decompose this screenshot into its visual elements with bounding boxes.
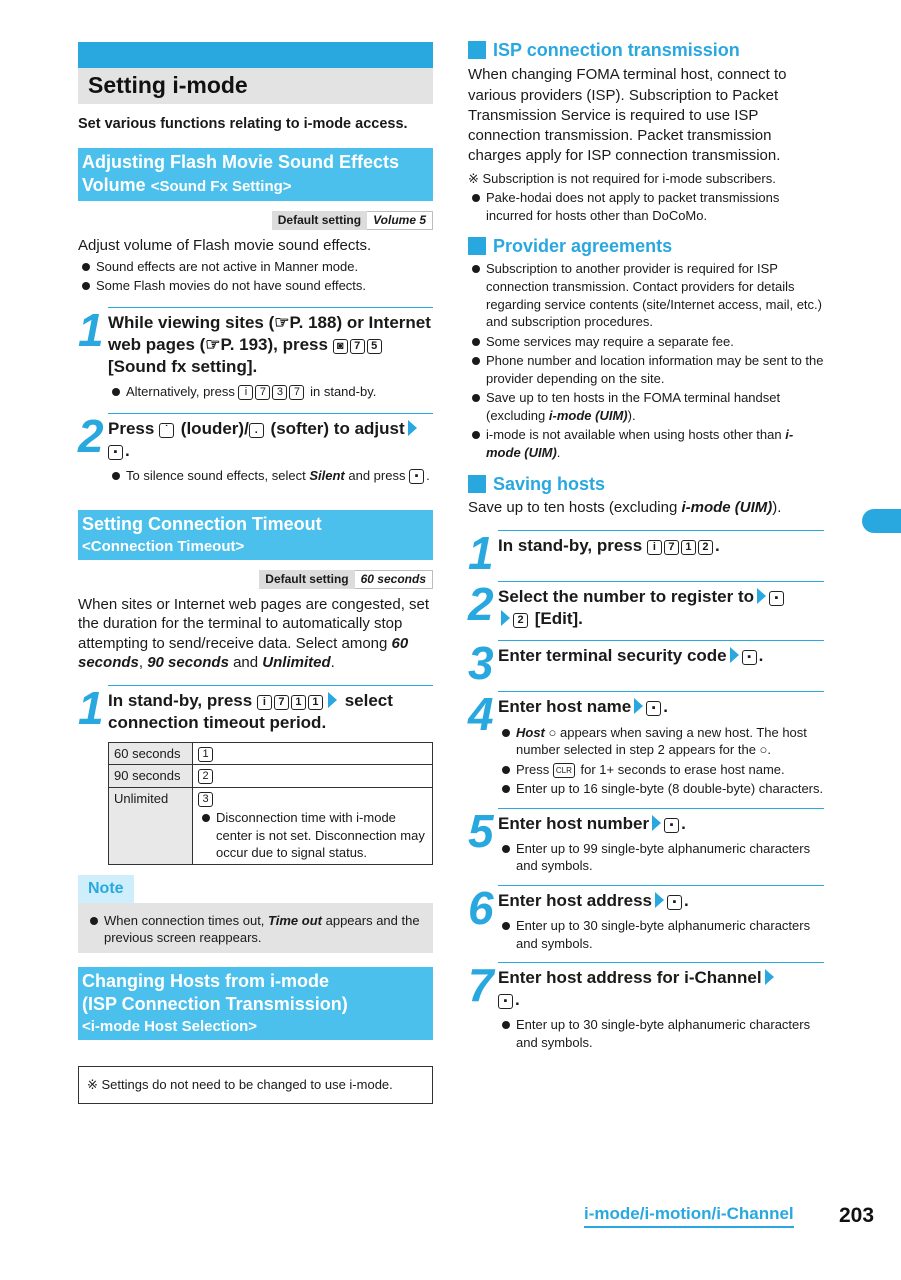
key-2: 2: [198, 769, 213, 784]
key-5: 5: [367, 339, 382, 354]
step-text: .: [714, 536, 720, 556]
provider-heading-text: Provider agreements: [493, 236, 673, 257]
timeout-default-setting: [78, 570, 433, 588]
imode-key-icon: i: [238, 385, 253, 400]
bullet-emphasis: Host: [516, 724, 545, 740]
camera-key-icon: ◙: [333, 339, 348, 354]
step-title: [498, 691, 824, 718]
note-label: Note: [78, 875, 134, 903]
timeout-heading-sub: <Connection Timeout>: [82, 537, 245, 555]
option-label: 60 seconds: [109, 742, 193, 765]
key-1: 1: [681, 540, 696, 555]
flash-step-2: [78, 409, 433, 485]
step-text: (louder)/: [180, 418, 249, 438]
arrow-icon: [501, 610, 510, 626]
arrow-icon: [730, 647, 739, 663]
desc-text: When sites or Internet web pages are congested, set the duration for the terminal to automatically stop attempting to send/receive data. Select among: [78, 595, 430, 652]
bullet-text: in stand-by.: [310, 384, 377, 400]
arrow-icon: [328, 692, 337, 708]
square-icon: [468, 41, 486, 59]
note-bullets: [86, 912, 425, 947]
bullet-text: Save up to ten hosts in the FOMA terminal handset (excluding: [486, 390, 781, 423]
note-text: appears and the previous screen reappears.: [104, 912, 420, 946]
enter-key-icon: ▪: [667, 895, 682, 910]
saving-step-2: [468, 578, 824, 631]
list-item: [108, 383, 433, 401]
default-value: 60 seconds: [355, 570, 433, 588]
saving-emphasis: i-mode (UIM): [681, 498, 773, 516]
step-number: 1: [78, 681, 104, 734]
bullet-emphasis: Silent: [309, 467, 345, 483]
list-item: Enter up to 16 single-byte (8 double-byte) characters.: [498, 780, 824, 798]
bullet-text: i-mode is not available when using hosts other than: [486, 427, 782, 443]
flash-bullets: [78, 258, 433, 295]
step-text: (softer) to adjust: [270, 418, 405, 438]
step-text: .: [125, 440, 130, 460]
step-number: 6: [468, 881, 494, 934]
step-title: [108, 307, 433, 378]
isp-heading: [468, 38, 824, 62]
table-row: [109, 742, 433, 765]
desc-text: ,: [138, 654, 144, 672]
note-text: When connection times out,: [104, 912, 265, 928]
step-text: Press: [108, 418, 155, 438]
saving-heading-text: Saving hosts: [493, 473, 606, 494]
default-value: Volume 5: [367, 211, 433, 229]
bullet-text: Press: [516, 761, 550, 777]
list-item: [498, 724, 824, 759]
arrow-icon: [765, 969, 774, 985]
chapter-tab: [862, 509, 901, 533]
option-label: 90 seconds: [109, 765, 193, 788]
step-number: 2: [468, 578, 494, 631]
saving-heading: [468, 472, 824, 496]
imode-key-icon: i: [257, 695, 272, 710]
step-text: .: [663, 697, 668, 717]
saving-step-4: [468, 688, 824, 797]
key-3: 3: [198, 792, 213, 807]
list-item: Disconnection time with i-mode center is not set. Disconnection may occur due to signal status.: [198, 809, 427, 862]
desc-emphasis: Unlimited: [262, 654, 331, 672]
step-text: Select the number to register to: [498, 587, 754, 607]
step-number: 5: [468, 804, 494, 857]
step-number: 2: [78, 409, 104, 462]
list-item: [108, 467, 433, 485]
step-text: Enter host number: [498, 813, 650, 833]
hosts-heading-line1: Changing Hosts from i-mode: [82, 970, 329, 991]
bullet-emphasis: i-mode (UIM): [548, 407, 628, 423]
saving-step-5: [468, 804, 824, 875]
list-item: [498, 761, 824, 779]
page-title: Setting i-mode: [78, 42, 433, 104]
step-text: In stand-by, press: [498, 536, 643, 556]
step-text: [Edit].: [534, 609, 583, 629]
flash-section-heading: [78, 148, 433, 202]
enter-key-icon: ▪: [664, 818, 679, 833]
enter-key-icon: ▪: [498, 994, 513, 1009]
enter-key-icon: ▪: [769, 591, 784, 606]
default-label: Default setting: [259, 570, 354, 588]
arrow-icon: [652, 815, 661, 831]
step-text: In stand-by, press: [108, 690, 253, 710]
list-item: Subscription to another provider is required for ISP connection transmission. Contact providers for details regarding service contents (site/Internet access, mail, etc.) and subscription procedures.: [468, 260, 824, 330]
square-icon: [468, 237, 486, 255]
flash-step-1: [78, 303, 433, 401]
footer-section-title: i-mode/i-motion/i-Channel: [584, 1203, 794, 1228]
enter-key-icon: ▪: [646, 701, 661, 716]
saving-step-7: [468, 959, 824, 1051]
list-item: Enter up to 30 single-byte alphanumeric characters and symbols.: [498, 917, 824, 952]
flash-description: Adjust volume of Flash movie sound effects.: [78, 236, 372, 254]
option-cell: [193, 765, 433, 788]
option-note: [198, 809, 427, 862]
intro-text: Set various functions relating to i-mode access.: [78, 116, 408, 133]
imode-key-icon: i: [647, 540, 662, 555]
step-text: .: [515, 990, 520, 1010]
key-7: 7: [350, 339, 365, 354]
step-text: Enter host name: [498, 697, 632, 717]
list-item: Enter up to 30 single-byte alphanumeric characters and symbols.: [498, 1016, 824, 1051]
bullet-text: .: [426, 467, 430, 483]
step-title: [498, 885, 824, 912]
key-1: 1: [291, 695, 306, 710]
step-title: [108, 413, 433, 462]
bullet-text: Alternatively, press: [126, 384, 235, 400]
step-title: [498, 962, 824, 1011]
provider-bullets: [468, 260, 824, 461]
saving-step-3: [468, 637, 824, 690]
arrow-icon: [634, 698, 643, 714]
bullet-emphasis: i-mode (UIM): [486, 427, 794, 460]
step-text: select connection timeout period.: [108, 690, 393, 732]
bullet-text: ○ appears when saving a new host. The host number selected in step 2 appears for the ○.: [516, 724, 807, 758]
flash-default-setting: [78, 211, 433, 229]
hosts-heading-line2: (ISP Connection Transmission): [82, 994, 348, 1015]
key-7: 7: [274, 695, 289, 710]
step-number: 1: [468, 527, 494, 580]
flash-heading-sub: <Sound Fx Setting>: [150, 178, 292, 195]
saving-text-part: Save up to ten hosts (excluding: [468, 498, 678, 516]
saving-text-part: ).: [772, 498, 782, 516]
left-column: [78, 42, 433, 1104]
timeout-section-heading: [78, 510, 433, 560]
bullet-text: .: [556, 444, 561, 460]
hosts-notice-box: ※ Settings do not need to be changed to use i-mode.: [78, 1066, 433, 1104]
step-bullets: [498, 840, 824, 875]
list-item: Pake-hodai does not apply to packet transmissions incurred for hosts other than DoCoMo.: [468, 189, 824, 224]
note-box: [78, 903, 433, 953]
bullet-text: To silence sound effects, select: [126, 467, 306, 483]
arrow-icon: [408, 420, 417, 436]
note-emphasis: Time out: [268, 912, 322, 928]
arrow-icon: [655, 892, 664, 908]
step-title: [498, 581, 824, 630]
step-title: [498, 530, 824, 557]
step-bullets: [498, 917, 824, 952]
step-bullets: [108, 467, 433, 485]
step-text: While viewing sites (☞P. 188) or Internet web pages (☞P. 193), press: [108, 312, 431, 355]
isp-footnote: ※ Subscription is not required for i-mode subscribers.: [468, 170, 776, 186]
desc-text: and: [233, 654, 259, 672]
up-key-icon: ˙: [159, 423, 174, 438]
flash-heading-text: Adjusting Flash Movie Sound Effects Volume: [82, 151, 400, 195]
isp-heading-text: ISP connection transmission: [493, 40, 740, 60]
hosts-heading-sub: <i-mode Host Selection>: [82, 1017, 258, 1035]
table-row: [109, 765, 433, 788]
enter-key-icon: ▪: [108, 445, 123, 460]
list-item: [468, 389, 824, 424]
list-item: Some services may require a separate fee.: [468, 333, 824, 351]
step-number: 7: [468, 959, 494, 1012]
step-number: 3: [468, 637, 494, 690]
step-number: 4: [468, 688, 494, 741]
key-2: 2: [513, 613, 528, 628]
desc-text: .: [330, 654, 335, 672]
timeout-heading-text: Setting Connection Timeout: [82, 514, 322, 535]
right-column: [468, 38, 824, 1051]
isp-text: When changing FOMA terminal host, connect to various providers (ISP). Subscription to Packet Transmission Service is required to use ISP connection transmission. Packet transmission charges apply for ISP connection transmission.: [468, 66, 787, 165]
desc-emphasis: 60 seconds: [78, 634, 409, 672]
step-title: [498, 640, 824, 667]
list-item: Enter up to 99 single-byte alphanumeric characters and symbols.: [498, 840, 824, 875]
bullet-text: ).: [627, 407, 636, 423]
page-number: 203: [839, 1204, 875, 1227]
option-cell: [193, 787, 433, 864]
step-text: Enter terminal security code: [498, 646, 727, 666]
bullet-text: for 1+ seconds to erase host name.: [580, 761, 785, 777]
step-text: .: [758, 646, 764, 666]
table-row: [109, 787, 433, 864]
enter-key-icon: ▪: [742, 650, 757, 665]
key-7: 7: [289, 385, 304, 400]
key-7: 7: [664, 540, 679, 555]
step-bullets: [108, 383, 433, 401]
step-text: .: [684, 890, 689, 910]
step-title: [108, 685, 433, 734]
key-3: 3: [272, 385, 287, 400]
key-2: 2: [698, 540, 713, 555]
list-item: [468, 426, 824, 461]
step-text: [Sound fx setting].: [108, 357, 258, 377]
list-item: Phone number and location information may be sent to the provider depending on the site.: [468, 352, 824, 387]
key-1: 1: [308, 695, 323, 710]
timeout-step-1: [78, 681, 433, 865]
square-icon: [468, 475, 486, 493]
clear-key-icon: CLR: [553, 763, 575, 778]
step-text: Enter host address: [498, 890, 652, 910]
step-number: 1: [78, 303, 104, 356]
timeout-options-table: [108, 742, 433, 865]
isp-bullets: [468, 189, 824, 224]
key-1: 1: [198, 747, 213, 762]
default-label: Default setting: [272, 211, 367, 229]
bullet-text: and press: [348, 467, 406, 483]
down-key-icon: .: [249, 423, 264, 438]
arrow-icon: [757, 588, 766, 604]
provider-heading: [468, 234, 824, 258]
timeout-description: [78, 595, 433, 673]
step-text: .: [681, 813, 686, 833]
saving-text: [468, 498, 824, 518]
saving-step-6: [468, 881, 824, 952]
step-bullets: [498, 1016, 824, 1051]
list-item: Some Flash movies do not have sound effects.: [78, 277, 433, 295]
saving-step-1: [468, 527, 824, 580]
option-label: Unlimited: [109, 787, 193, 864]
enter-key-icon: ▪: [409, 469, 424, 484]
list-item: [86, 912, 425, 947]
desc-emphasis: 90 seconds: [147, 654, 229, 672]
hosts-section-heading: [78, 967, 433, 1040]
step-text: Enter host address for i-Channel: [498, 968, 762, 988]
key-7: 7: [255, 385, 270, 400]
step-bullets: [498, 724, 824, 798]
step-title: [498, 808, 824, 835]
option-cell: [193, 742, 433, 765]
list-item: Sound effects are not active in Manner mode.: [78, 258, 433, 276]
